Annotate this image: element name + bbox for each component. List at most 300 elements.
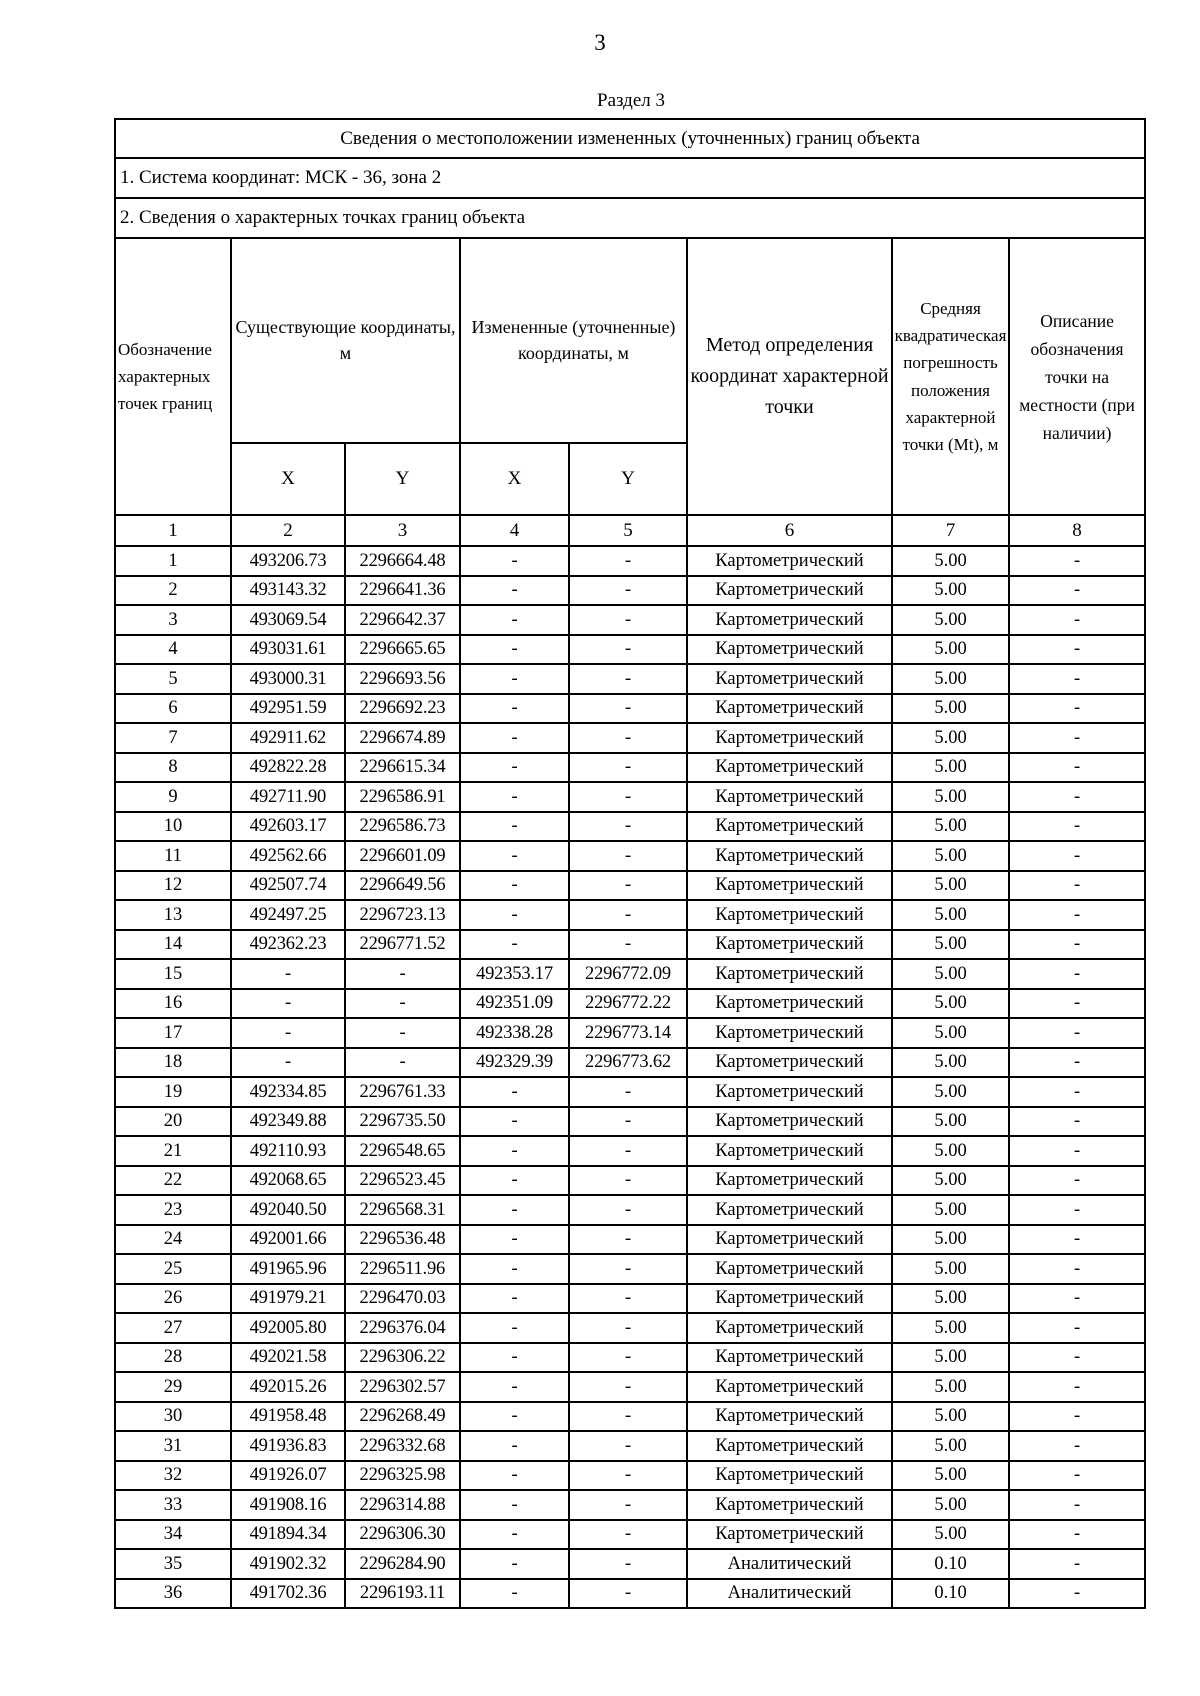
header-method: Метод определения координат характерной точки bbox=[687, 238, 892, 515]
method-cell: Картометрический bbox=[687, 1166, 892, 1196]
method-cell: Картометрический bbox=[687, 694, 892, 724]
table-row bbox=[115, 1579, 1145, 1609]
existing-y-cell: 2296615.34 bbox=[345, 753, 460, 783]
changed-x-cell: - bbox=[460, 1166, 569, 1196]
existing-x-cell: 491926.07 bbox=[231, 1461, 345, 1491]
changed-y-cell: - bbox=[569, 1579, 687, 1609]
existing-y-cell: 2296601.09 bbox=[345, 841, 460, 871]
changed-x-cell: - bbox=[460, 694, 569, 724]
point-number-cell: 13 bbox=[115, 900, 231, 930]
mean-error-cell: 5.00 bbox=[892, 959, 1009, 989]
table-row bbox=[115, 1018, 1145, 1048]
header-existing-coordinates: Существующие координаты, м bbox=[231, 238, 460, 443]
table-row bbox=[115, 989, 1145, 1019]
existing-x-cell: 491894.34 bbox=[231, 1520, 345, 1550]
changed-y-cell: - bbox=[569, 1195, 687, 1225]
existing-x-cell: 491902.32 bbox=[231, 1549, 345, 1579]
section-title: Раздел 3 bbox=[597, 90, 665, 111]
description-cell: - bbox=[1009, 1461, 1145, 1491]
mean-error-cell: 5.00 bbox=[892, 1431, 1009, 1461]
changed-y-cell: - bbox=[569, 782, 687, 812]
point-number-cell: 12 bbox=[115, 871, 231, 901]
method-cell: Картометрический bbox=[687, 1018, 892, 1048]
mean-error-cell: 5.00 bbox=[892, 1077, 1009, 1107]
point-number-cell: 9 bbox=[115, 782, 231, 812]
existing-x-cell: 492507.74 bbox=[231, 871, 345, 901]
method-cell: Картометрический bbox=[687, 1490, 892, 1520]
changed-x-cell: - bbox=[460, 605, 569, 635]
existing-y-cell: 2296193.11 bbox=[345, 1579, 460, 1609]
description-cell: - bbox=[1009, 1166, 1145, 1196]
header-existing-x: X bbox=[231, 443, 345, 515]
table-title: Сведения о местоположении измененных (уточненных) границ объекта bbox=[115, 119, 1145, 158]
point-number-cell: 24 bbox=[115, 1225, 231, 1255]
mean-error-cell: 5.00 bbox=[892, 753, 1009, 783]
point-number-cell: 35 bbox=[115, 1549, 231, 1579]
description-cell: - bbox=[1009, 635, 1145, 665]
existing-x-cell: 492015.26 bbox=[231, 1372, 345, 1402]
table-row bbox=[115, 664, 1145, 694]
method-cell: Аналитический bbox=[687, 1579, 892, 1609]
point-number-cell: 2 bbox=[115, 576, 231, 606]
changed-y-cell: - bbox=[569, 1431, 687, 1461]
existing-x-cell: 492040.50 bbox=[231, 1195, 345, 1225]
method-cell: Картометрический bbox=[687, 1343, 892, 1373]
description-cell: - bbox=[1009, 900, 1145, 930]
existing-y-cell: 2296735.50 bbox=[345, 1107, 460, 1137]
existing-x-cell: - bbox=[231, 1018, 345, 1048]
mean-error-cell: 5.00 bbox=[892, 1107, 1009, 1137]
method-cell: Картометрический bbox=[687, 871, 892, 901]
table-row bbox=[115, 1549, 1145, 1579]
description-cell: - bbox=[1009, 605, 1145, 635]
description-cell: - bbox=[1009, 1372, 1145, 1402]
mean-error-cell: 5.00 bbox=[892, 723, 1009, 753]
table-row bbox=[115, 1490, 1145, 1520]
existing-x-cell: 493206.73 bbox=[231, 546, 345, 576]
existing-y-cell: 2296548.65 bbox=[345, 1136, 460, 1166]
description-cell: - bbox=[1009, 1136, 1145, 1166]
existing-y-cell: - bbox=[345, 1048, 460, 1078]
description-cell: - bbox=[1009, 1549, 1145, 1579]
existing-y-cell: 2296692.23 bbox=[345, 694, 460, 724]
header-point-designation: Обозначение характерных точек границ bbox=[115, 238, 231, 515]
table-row bbox=[115, 930, 1145, 960]
table-row bbox=[115, 1225, 1145, 1255]
changed-y-cell: - bbox=[569, 1107, 687, 1137]
changed-y-cell: - bbox=[569, 1549, 687, 1579]
header-description: Описание обозначения точки на местности (при наличии) bbox=[1009, 238, 1145, 515]
changed-y-cell: - bbox=[569, 1284, 687, 1314]
table-row bbox=[115, 1195, 1145, 1225]
description-cell: - bbox=[1009, 930, 1145, 960]
existing-x-cell: 493031.61 bbox=[231, 635, 345, 665]
table-row bbox=[115, 1313, 1145, 1343]
description-cell: - bbox=[1009, 1313, 1145, 1343]
method-cell: Картометрический bbox=[687, 1136, 892, 1166]
table-row bbox=[115, 1372, 1145, 1402]
mean-error-cell: 5.00 bbox=[892, 1254, 1009, 1284]
point-number-cell: 5 bbox=[115, 664, 231, 694]
mean-error-cell: 5.00 bbox=[892, 871, 1009, 901]
table-row bbox=[115, 635, 1145, 665]
point-number-cell: 3 bbox=[115, 605, 231, 635]
description-cell: - bbox=[1009, 1048, 1145, 1078]
mean-error-cell: 5.00 bbox=[892, 635, 1009, 665]
changed-x-cell: - bbox=[460, 1195, 569, 1225]
method-cell: Картометрический bbox=[687, 753, 892, 783]
changed-y-cell: - bbox=[569, 1077, 687, 1107]
existing-y-cell: 2296306.30 bbox=[345, 1520, 460, 1550]
changed-y-cell: - bbox=[569, 1372, 687, 1402]
table-row bbox=[115, 1048, 1145, 1078]
changed-x-cell: - bbox=[460, 900, 569, 930]
mean-error-cell: 5.00 bbox=[892, 664, 1009, 694]
mean-error-cell: 5.00 bbox=[892, 930, 1009, 960]
changed-x-cell: - bbox=[460, 664, 569, 694]
method-cell: Картометрический bbox=[687, 1461, 892, 1491]
table-row bbox=[115, 723, 1145, 753]
column-number: 7 bbox=[892, 515, 1009, 546]
method-cell: Картометрический bbox=[687, 1431, 892, 1461]
existing-y-cell: 2296376.04 bbox=[345, 1313, 460, 1343]
changed-x-cell: - bbox=[460, 1579, 569, 1609]
changed-y-cell: 2296772.22 bbox=[569, 989, 687, 1019]
existing-y-cell: 2296284.90 bbox=[345, 1549, 460, 1579]
changed-y-cell: - bbox=[569, 605, 687, 635]
description-cell: - bbox=[1009, 546, 1145, 576]
changed-x-cell: - bbox=[460, 753, 569, 783]
changed-x-cell: - bbox=[460, 1461, 569, 1491]
existing-y-cell: 2296536.48 bbox=[345, 1225, 460, 1255]
mean-error-cell: 5.00 bbox=[892, 812, 1009, 842]
changed-x-cell: 492338.28 bbox=[460, 1018, 569, 1048]
existing-y-cell: 2296332.68 bbox=[345, 1431, 460, 1461]
changed-y-cell: - bbox=[569, 723, 687, 753]
point-number-cell: 15 bbox=[115, 959, 231, 989]
point-number-cell: 7 bbox=[115, 723, 231, 753]
table-row bbox=[115, 959, 1145, 989]
description-cell: - bbox=[1009, 1490, 1145, 1520]
mean-error-cell: 5.00 bbox=[892, 1402, 1009, 1432]
mean-error-cell: 5.00 bbox=[892, 1195, 1009, 1225]
existing-x-cell: 493069.54 bbox=[231, 605, 345, 635]
boundary-points-table bbox=[114, 118, 1146, 1609]
changed-x-cell: - bbox=[460, 576, 569, 606]
description-cell: - bbox=[1009, 753, 1145, 783]
existing-y-cell: 2296314.88 bbox=[345, 1490, 460, 1520]
description-cell: - bbox=[1009, 1284, 1145, 1314]
mean-error-cell: 5.00 bbox=[892, 605, 1009, 635]
point-number-cell: 18 bbox=[115, 1048, 231, 1078]
changed-x-cell: - bbox=[460, 1284, 569, 1314]
changed-x-cell: - bbox=[460, 1549, 569, 1579]
mean-error-cell: 5.00 bbox=[892, 1372, 1009, 1402]
description-cell: - bbox=[1009, 723, 1145, 753]
point-number-cell: 19 bbox=[115, 1077, 231, 1107]
point-number-cell: 34 bbox=[115, 1520, 231, 1550]
mean-error-cell: 5.00 bbox=[892, 1490, 1009, 1520]
point-number-cell: 31 bbox=[115, 1431, 231, 1461]
existing-y-cell: 2296665.65 bbox=[345, 635, 460, 665]
column-number: 6 bbox=[687, 515, 892, 546]
method-cell: Картометрический bbox=[687, 1313, 892, 1343]
point-number-cell: 14 bbox=[115, 930, 231, 960]
description-cell: - bbox=[1009, 664, 1145, 694]
existing-y-cell: 2296723.13 bbox=[345, 900, 460, 930]
table-row bbox=[115, 1166, 1145, 1196]
description-cell: - bbox=[1009, 1018, 1145, 1048]
existing-x-cell: 492334.85 bbox=[231, 1077, 345, 1107]
table-row bbox=[115, 1343, 1145, 1373]
method-cell: Картометрический bbox=[687, 1284, 892, 1314]
mean-error-cell: 5.00 bbox=[892, 1343, 1009, 1373]
existing-y-cell: 2296761.33 bbox=[345, 1077, 460, 1107]
existing-x-cell: 492951.59 bbox=[231, 694, 345, 724]
table-row bbox=[115, 782, 1145, 812]
existing-y-cell: 2296693.56 bbox=[345, 664, 460, 694]
existing-y-cell: 2296641.36 bbox=[345, 576, 460, 606]
method-cell: Картометрический bbox=[687, 1372, 892, 1402]
existing-y-cell: 2296664.48 bbox=[345, 546, 460, 576]
method-cell: Картометрический bbox=[687, 1077, 892, 1107]
existing-x-cell: 492068.65 bbox=[231, 1166, 345, 1196]
method-cell: Картометрический bbox=[687, 782, 892, 812]
changed-x-cell: 492351.09 bbox=[460, 989, 569, 1019]
column-number: 4 bbox=[460, 515, 569, 546]
existing-y-cell: 2296523.45 bbox=[345, 1166, 460, 1196]
changed-y-cell: 2296773.14 bbox=[569, 1018, 687, 1048]
changed-x-cell: - bbox=[460, 1225, 569, 1255]
method-cell: Картометрический bbox=[687, 1520, 892, 1550]
point-number-cell: 26 bbox=[115, 1284, 231, 1314]
existing-y-cell: 2296568.31 bbox=[345, 1195, 460, 1225]
changed-x-cell: 492353.17 bbox=[460, 959, 569, 989]
point-number-cell: 28 bbox=[115, 1343, 231, 1373]
existing-x-cell: 492362.23 bbox=[231, 930, 345, 960]
mean-error-cell: 5.00 bbox=[892, 841, 1009, 871]
mean-error-cell: 5.00 bbox=[892, 1136, 1009, 1166]
description-cell: - bbox=[1009, 841, 1145, 871]
table-row bbox=[115, 1431, 1145, 1461]
table-row bbox=[115, 1107, 1145, 1137]
point-number-cell: 8 bbox=[115, 753, 231, 783]
changed-x-cell: - bbox=[460, 930, 569, 960]
existing-x-cell: 492822.28 bbox=[231, 753, 345, 783]
changed-y-cell: - bbox=[569, 694, 687, 724]
method-cell: Картометрический bbox=[687, 930, 892, 960]
method-cell: Картометрический bbox=[687, 989, 892, 1019]
mean-error-cell: 5.00 bbox=[892, 1048, 1009, 1078]
mean-error-cell: 0.10 bbox=[892, 1549, 1009, 1579]
existing-x-cell: 492497.25 bbox=[231, 900, 345, 930]
changed-x-cell: 492329.39 bbox=[460, 1048, 569, 1078]
existing-x-cell: 492562.66 bbox=[231, 841, 345, 871]
method-cell: Картометрический bbox=[687, 576, 892, 606]
table-row bbox=[115, 900, 1145, 930]
changed-y-cell: 2296772.09 bbox=[569, 959, 687, 989]
description-cell: - bbox=[1009, 1343, 1145, 1373]
changed-y-cell: - bbox=[569, 871, 687, 901]
changed-y-cell: - bbox=[569, 664, 687, 694]
description-cell: - bbox=[1009, 1225, 1145, 1255]
existing-y-cell: 2296642.37 bbox=[345, 605, 460, 635]
header-changed-x: X bbox=[460, 443, 569, 515]
changed-x-cell: - bbox=[460, 1254, 569, 1284]
point-number-cell: 16 bbox=[115, 989, 231, 1019]
point-number-cell: 4 bbox=[115, 635, 231, 665]
table-row bbox=[115, 1284, 1145, 1314]
table-row bbox=[115, 1402, 1145, 1432]
changed-y-cell: - bbox=[569, 1225, 687, 1255]
method-cell: Картометрический bbox=[687, 1107, 892, 1137]
point-number-cell: 17 bbox=[115, 1018, 231, 1048]
method-cell: Картометрический bbox=[687, 635, 892, 665]
changed-x-cell: - bbox=[460, 1136, 569, 1166]
column-number: 2 bbox=[231, 515, 345, 546]
point-number-cell: 1 bbox=[115, 546, 231, 576]
existing-x-cell: 492110.93 bbox=[231, 1136, 345, 1166]
existing-x-cell: 491965.96 bbox=[231, 1254, 345, 1284]
description-cell: - bbox=[1009, 1579, 1145, 1609]
changed-y-cell: - bbox=[569, 930, 687, 960]
existing-y-cell: 2296586.91 bbox=[345, 782, 460, 812]
mean-error-cell: 5.00 bbox=[892, 1018, 1009, 1048]
point-number-cell: 27 bbox=[115, 1313, 231, 1343]
description-cell: - bbox=[1009, 959, 1145, 989]
existing-y-cell: 2296470.03 bbox=[345, 1284, 460, 1314]
mean-error-cell: 5.00 bbox=[892, 782, 1009, 812]
header-existing-y: Y bbox=[345, 443, 460, 515]
mean-error-cell: 5.00 bbox=[892, 694, 1009, 724]
point-number-cell: 33 bbox=[115, 1490, 231, 1520]
existing-x-cell: 491702.36 bbox=[231, 1579, 345, 1609]
changed-x-cell: - bbox=[460, 812, 569, 842]
method-cell: Картометрический bbox=[687, 1254, 892, 1284]
description-cell: - bbox=[1009, 1520, 1145, 1550]
existing-y-cell: 2296325.98 bbox=[345, 1461, 460, 1491]
description-cell: - bbox=[1009, 1077, 1145, 1107]
changed-x-cell: - bbox=[460, 1490, 569, 1520]
changed-y-cell: - bbox=[569, 1461, 687, 1491]
changed-y-cell: - bbox=[569, 753, 687, 783]
column-number: 3 bbox=[345, 515, 460, 546]
mean-error-cell: 5.00 bbox=[892, 1166, 1009, 1196]
existing-y-cell: 2296674.89 bbox=[345, 723, 460, 753]
method-cell: Картометрический bbox=[687, 605, 892, 635]
page-number: 3 bbox=[594, 30, 606, 55]
changed-x-cell: - bbox=[460, 782, 569, 812]
changed-y-cell: - bbox=[569, 546, 687, 576]
mean-error-cell: 5.00 bbox=[892, 1225, 1009, 1255]
description-cell: - bbox=[1009, 1195, 1145, 1225]
table-row bbox=[115, 812, 1145, 842]
description-cell: - bbox=[1009, 871, 1145, 901]
existing-y-cell: 2296268.49 bbox=[345, 1402, 460, 1432]
changed-y-cell: - bbox=[569, 576, 687, 606]
mean-error-cell: 5.00 bbox=[892, 576, 1009, 606]
description-cell: - bbox=[1009, 1402, 1145, 1432]
description-cell: - bbox=[1009, 812, 1145, 842]
point-number-cell: 29 bbox=[115, 1372, 231, 1402]
point-number-cell: 21 bbox=[115, 1136, 231, 1166]
existing-x-cell: 492711.90 bbox=[231, 782, 345, 812]
method-cell: Картометрический bbox=[687, 841, 892, 871]
point-number-cell: 22 bbox=[115, 1166, 231, 1196]
point-number-cell: 6 bbox=[115, 694, 231, 724]
table-row bbox=[115, 546, 1145, 576]
existing-x-cell: 491908.16 bbox=[231, 1490, 345, 1520]
existing-y-cell: - bbox=[345, 1018, 460, 1048]
changed-y-cell: - bbox=[569, 812, 687, 842]
point-number-cell: 36 bbox=[115, 1579, 231, 1609]
description-cell: - bbox=[1009, 1431, 1145, 1461]
table-row bbox=[115, 1077, 1145, 1107]
point-number-cell: 23 bbox=[115, 1195, 231, 1225]
description-cell: - bbox=[1009, 694, 1145, 724]
changed-y-cell: - bbox=[569, 1402, 687, 1432]
description-cell: - bbox=[1009, 782, 1145, 812]
changed-x-cell: - bbox=[460, 546, 569, 576]
point-number-cell: 20 bbox=[115, 1107, 231, 1137]
description-cell: - bbox=[1009, 989, 1145, 1019]
changed-y-cell: - bbox=[569, 1520, 687, 1550]
table-row bbox=[115, 1136, 1145, 1166]
changed-x-cell: - bbox=[460, 1520, 569, 1550]
changed-y-cell: - bbox=[569, 1490, 687, 1520]
table-row bbox=[115, 753, 1145, 783]
changed-x-cell: - bbox=[460, 841, 569, 871]
existing-x-cell: - bbox=[231, 1048, 345, 1078]
mean-error-cell: 5.00 bbox=[892, 1461, 1009, 1491]
changed-x-cell: - bbox=[460, 1343, 569, 1373]
point-number-cell: 25 bbox=[115, 1254, 231, 1284]
points-heading: 2. Сведения о характерных точках границ объекта bbox=[115, 198, 1145, 238]
table-row bbox=[115, 694, 1145, 724]
point-number-cell: 32 bbox=[115, 1461, 231, 1491]
column-number: 5 bbox=[569, 515, 687, 546]
existing-x-cell: 492349.88 bbox=[231, 1107, 345, 1137]
method-cell: Картометрический bbox=[687, 812, 892, 842]
description-cell: - bbox=[1009, 1107, 1145, 1137]
column-number: 1 bbox=[115, 515, 231, 546]
column-number: 8 bbox=[1009, 515, 1145, 546]
changed-x-cell: - bbox=[460, 1372, 569, 1402]
description-cell: - bbox=[1009, 576, 1145, 606]
table-row bbox=[115, 841, 1145, 871]
existing-y-cell: 2296306.22 bbox=[345, 1343, 460, 1373]
mean-error-cell: 5.00 bbox=[892, 900, 1009, 930]
header-changed-y: Y bbox=[569, 443, 687, 515]
table-row bbox=[115, 576, 1145, 606]
changed-x-cell: - bbox=[460, 635, 569, 665]
mean-error-cell: 5.00 bbox=[892, 546, 1009, 576]
column-numbers-row bbox=[115, 515, 1145, 546]
changed-y-cell: - bbox=[569, 1313, 687, 1343]
existing-x-cell: 491958.48 bbox=[231, 1402, 345, 1432]
header-mean-error: Средняя квадратическая погрешность положения характерной точки (Mt), м bbox=[892, 238, 1009, 515]
existing-x-cell: 492001.66 bbox=[231, 1225, 345, 1255]
existing-x-cell: 493000.31 bbox=[231, 664, 345, 694]
method-cell: Картометрический bbox=[687, 723, 892, 753]
existing-x-cell: 492911.62 bbox=[231, 723, 345, 753]
table-row bbox=[115, 605, 1145, 635]
changed-x-cell: - bbox=[460, 1402, 569, 1432]
point-number-cell: 30 bbox=[115, 1402, 231, 1432]
changed-x-cell: - bbox=[460, 1431, 569, 1461]
existing-y-cell: - bbox=[345, 989, 460, 1019]
existing-y-cell: 2296586.73 bbox=[345, 812, 460, 842]
